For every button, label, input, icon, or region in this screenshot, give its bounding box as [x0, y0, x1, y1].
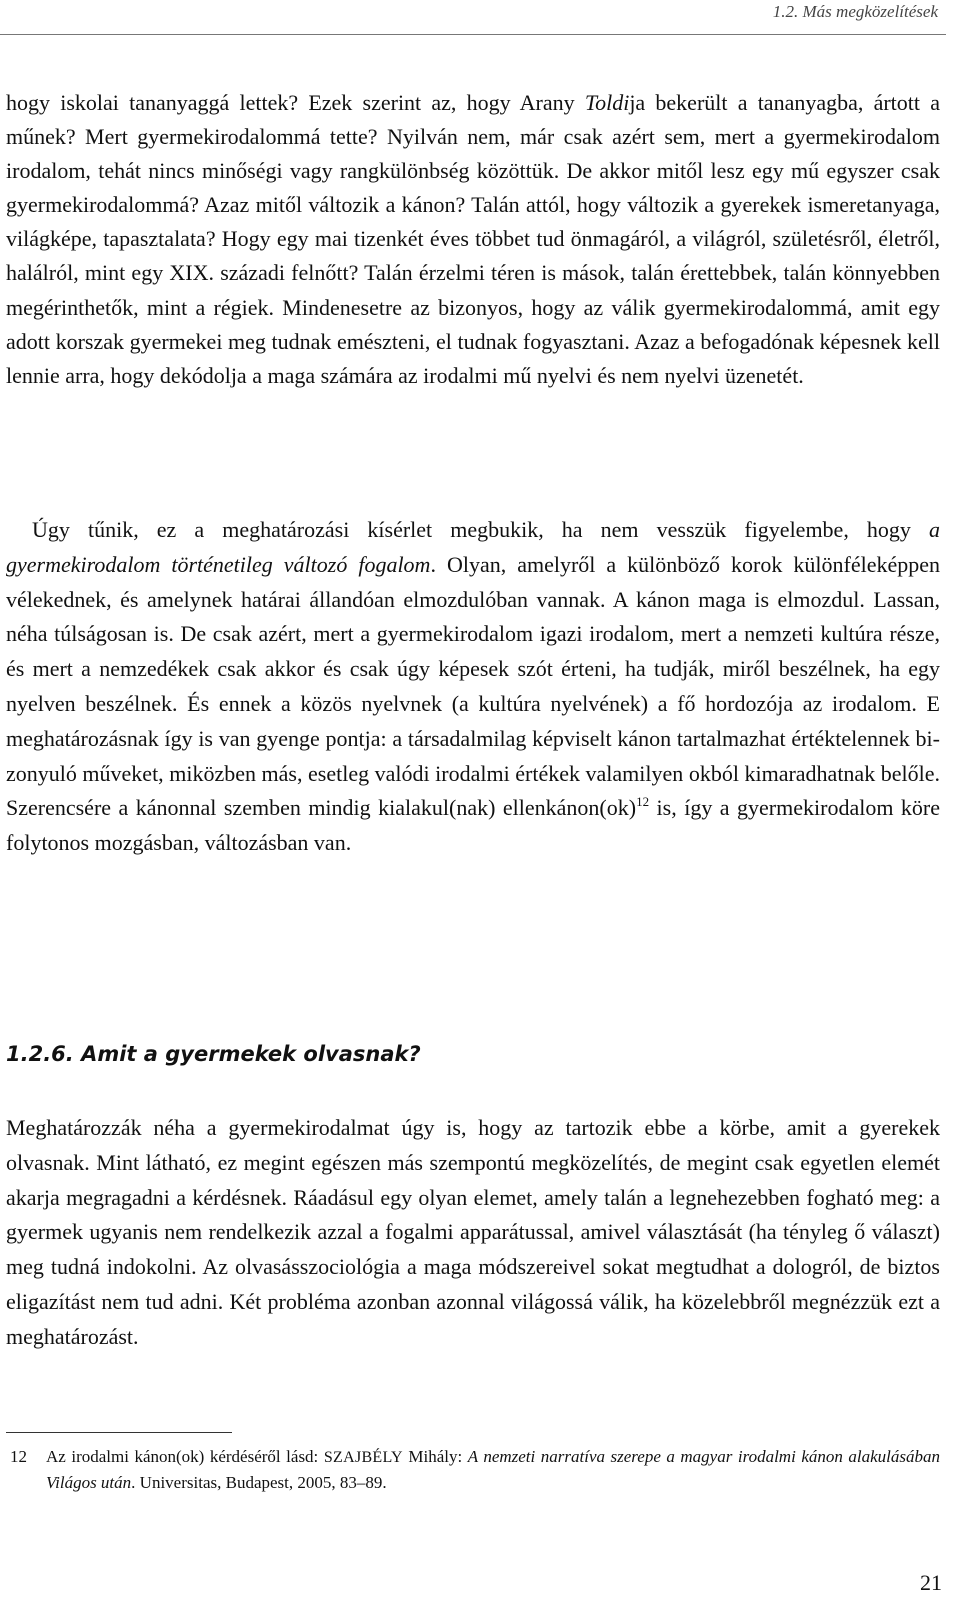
- italic-title-toldi: Toldi: [584, 90, 630, 115]
- paragraph-2-text-b: . Olyan, amelyről a különböző korok különféleképpen vélekednek, és amelynek határai állandóan elmozdulóban vannak. A kánon maga is elmozdul. Lassan, néha túlságosan is. De csak azért, mert a gyermekirodalom igazi irodalom, mert a nemzeti kultúra része, és mert a nemzedékek csak akkor és csak úgy képesek szót érteni, ha tudják, miről beszélnek, ha egy nyelven beszélnek. És ennek a közös nyelvnek (a kultúra nyelvének) a fő hordozója az irodalom. E meghatározásnak így is van gyenge pontja: a társadalmilag képviselt kánon tartalmazhat értéktelennek bizonyuló műveket, miközben más, esetleg valódi irodalmi értékek valamilyen okból kimaradhatnak belőle. Szerencsére a kánonnal szemben mindig kialakul(nak) ellenkánon(ok): [6, 551, 940, 821]
- section-title: 1.2.6. Amit a gyermekek olvasnak?: [6, 1042, 421, 1066]
- header-rule: [0, 34, 946, 35]
- footnote-text-c: . Universitas, Budapest, 2005, 83–89.: [131, 1473, 387, 1492]
- paragraph-1-text-b: ja bekerült a tananyagba, ártott a műnek? Mert gyermekirodalommá tette? Nyilván nem, már csak azért sem, mert a gyermekirodalom irodalom, tehát nincs minőségi vagy rangkülönbség közöttük. De akkor mitől lesz egy mű egyszer csak gyermekirodalommá? Azaz mitől változik a kánon? Talán attól, hogy változik a gyerekek ismeretanyaga, világképe, tapasztalata? Hogy egy mai tizenkét éves többet tud önmagáról, a világról, születésről, életről, halálról, mint egy XIX. századi felnőtt? Talán érzelmi téren is mások, talán érettebbek, talán könnyebben megérinthetők, mint a régiek. Mindenesetre az bizonyos, hogy az válik gyermekirodalommá, amit egy adott korszak gyermekei meg tudnak emészteni, el tudnak fogyasztani. Azaz a befogadónak képesnek kell lennie arra, hogy dekódolja a maga számára az irodalmi mű nyelvi és nem nyelvi üzenetét.: [6, 90, 940, 388]
- paragraph-1: [6, 86, 940, 393]
- footnote-number: 12: [10, 1447, 27, 1466]
- footnote-text-a: Az irodalmi kánon(ok) kérdéséről lásd:: [46, 1447, 324, 1466]
- footnote-author: SZAJBÉLY: [323, 1449, 403, 1466]
- paragraph-2: [6, 513, 940, 861]
- paragraph-1-text-a: hogy iskolai tananyaggá lettek? Ezek szerint az, hogy Arany: [6, 90, 585, 115]
- footnote: [6, 1444, 940, 1495]
- footnote-rule: [6, 1432, 232, 1433]
- running-head: 1.2. Más megközelítések: [772, 2, 938, 21]
- emphasized-phrase: a gyermekirodalom történetileg változó fogalom: [6, 517, 940, 577]
- paragraph-2-text-c: is, így a gyermekirodalom köre folytonos mozgásban, változásban van.: [6, 795, 941, 856]
- footnote-book-title: A nemzeti narratíva szerepe a magyar irodalmi kánon alakulásában Világos után: [46, 1447, 940, 1492]
- paragraph-2-text-a: Úgy tűnik, ez a meghatározási kísérlet megbukik, ha nem vesszük figyelembe, hogy: [32, 517, 929, 542]
- footnote-text: [46, 1444, 940, 1495]
- footnote-text-b: Mihály:: [402, 1447, 468, 1466]
- page-number: 21: [920, 1570, 942, 1595]
- paragraph-3: Meghatározzák néha a gyermekirodalmat úgy is, hogy az tartozik ebbe a körbe, amit a gyerekek olvasnak. Mint látható, ez megint egészen más szempontú megközelítés, de megint csak egyetlen elemét akarja megragadni a kérdésnek. Ráadásul egy olyan elemet, amely talán a legnehezebben fogható meg: a gyermek ugyanis nem rendelkezik azzal a fogalmi apparátussal, amivel választását (ha tényleg ő választ) meg tudná indokolni. Az olvasásszociológia a maga módszereivel sokat megtudhat a dologról, de biztos eligazítást nem tud adni. Két probléma azonban azonnal világossá válik, ha közelebbről megnézzük ezt a meghatározást.: [6, 1115, 940, 1349]
- footnote-reference[interactable]: 12: [636, 794, 650, 810]
